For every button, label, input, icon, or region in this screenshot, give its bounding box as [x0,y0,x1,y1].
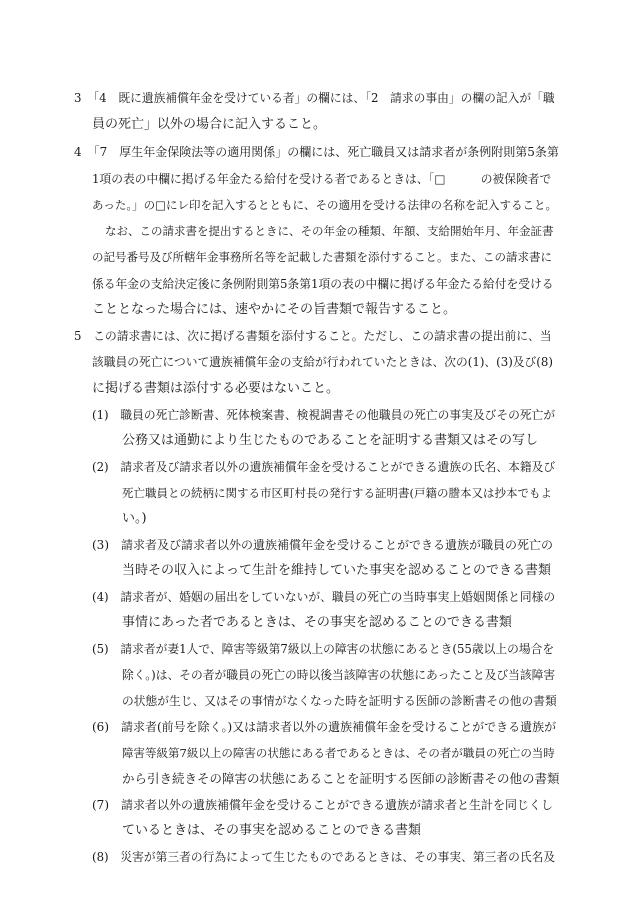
item-4-line-3: あった。」の□にレ印を記入するとともに、その適用を受ける法律の名称を記入すること。 [92,198,557,212]
sub-5-line-3: の状態が生じ、又はその事情がなくなった時を証明する医師の診断書その他の書類 [122,694,557,708]
sub-7-line-2: ているときは、その事実を認めることのできる書類 [122,823,422,838]
item-4-line-7: こととなった場合には、速やかにその旨書類で報告すること。 [92,302,457,317]
sub-1-line-2: 公務又は通勤により生じたものであることを証明する書類又はその写し [122,433,539,448]
item-4-line-5: の記号番号及び所轄年金事務所名等を記載した書類を添付すること。また、この請求書に [92,250,552,264]
item-4-line-1: 4 「7 厚生年金保険法等の適用関係」の欄には、死亡職員又は請求者が条例附則第5条第 [74,145,559,159]
item-5-line-2: 該職員の死亡について遺族補償年金の支給が行われていたときは、次の(1)、(3)及び(8) [92,355,553,369]
item-4-line-6: 係る年金の支給決定後に条例附則第5条第1項の表の中欄に掲げる年金たる給付を受ける [92,277,554,291]
sub-4-line-1: (4) 請求者が、婚姻の届出をしていないが、職員の死亡の当時事実上婚姻関係と同様の [92,590,556,604]
item-4-line-2: 1項の表の中欄に掲げる年金たる給付を受ける者であるときは、「□ の被保険者で [92,172,552,186]
item-5-line-3: に掲げる書類は添付する必要はないこと。 [92,381,340,396]
sub-4-line-2: 事情にあった者であるときは、その事実を認めることのできる書類 [122,615,512,630]
sub-2-line-3: い。) [122,511,147,526]
sub-3-line-2: 当時その収入によって生計を維持していた事実を認めることのできる書類 [122,563,552,578]
sub-8-line-1: (8) 災害が第三者の行為によって生じたものであるときは、その事実、第三者の氏名及 [92,850,556,864]
sub-6-line-1: (6) 請求者(前号を除く。)又は請求者以外の遺族補償年金を受けることができる遺族が [92,720,557,734]
sub-1-line-1: (1) 職員の死亡診断書、死体検案書、検視調書その他職員の死亡の事実及びその死亡が [92,408,556,422]
sub-2-line-1: (2) 請求者及び請求者以外の遺族補償年金を受けることができる遺族の氏名、本籍及び [92,460,556,474]
item-3-line-2: 員の死亡」以外の場合に記入すること。 [92,117,327,132]
sub-7-line-1: (7) 請求者以外の遺族補償年金を受けることができる遺族が請求者と生計を同じくし [92,798,554,812]
item-5-line-1: 5 この請求書には、次に掲げる書類を添付すること。ただし、この請求書の提出前に、当 [74,329,552,343]
sub-6-line-2: 障害等級第7級以上の障害の状態にある者であるときは、その者が職員の死亡の当時 [122,746,555,760]
sub-5-line-1: (5) 請求者が妻1人で、障害等級第7級以上の障害の状態にあるとき(55歳以上の場合を [92,642,555,656]
sub-5-line-2: 除く。)は、その者が職員の死亡の時以後当該障害の状態にあったこと及び当該障害 [122,668,556,682]
sub-2-line-2: 死亡職員との続柄に関する市区町村長の発行する証明書(戸籍の謄本又は抄本でもよ [122,486,552,500]
sub-6-line-3: から引き続きその障害の状態にあることを証明する医師の診断書その他の書類 [122,771,560,786]
item-4-line-4: なお、この請求書を提出するときに、その年金の種類、年額、支給開始年月、年金証書 [105,224,554,238]
item-3-line-1: 3 「4 既に遺族補償年金を受けている者」の欄には、「2 請求の事由」の欄の記入が「職 [74,91,555,105]
sub-3-line-1: (3) 請求者及び請求者以外の遺族補償年金を受けることができる遺族が職員の死亡の [92,538,554,552]
